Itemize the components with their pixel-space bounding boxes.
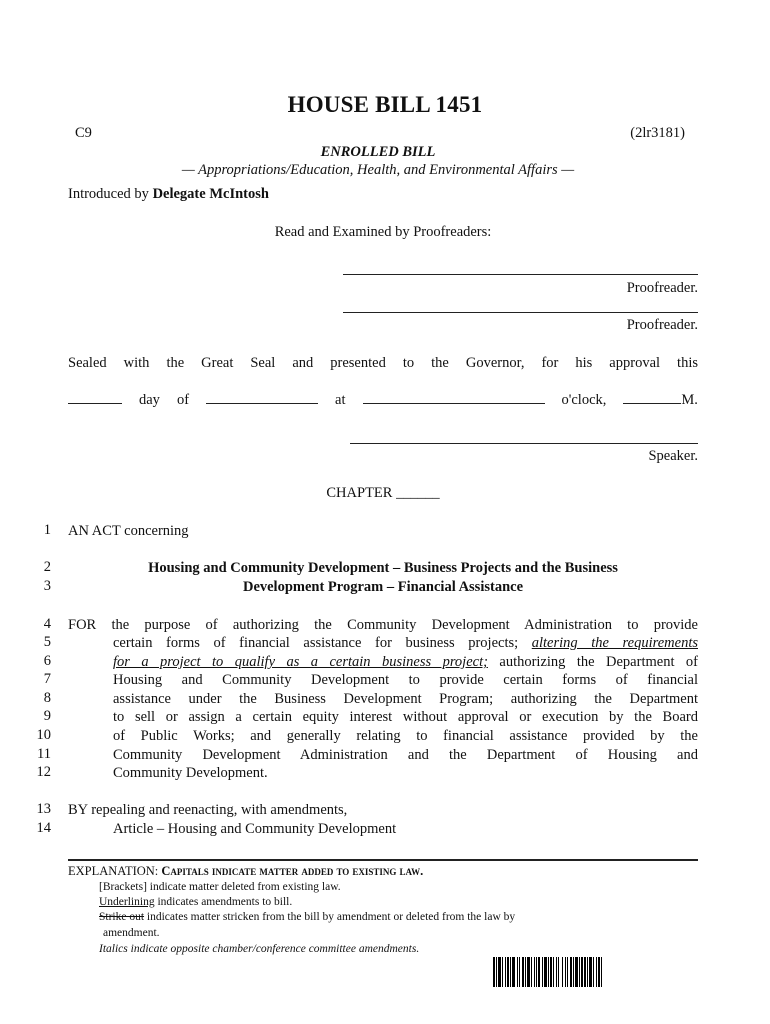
barcode-bar — [596, 957, 597, 987]
barcode-bar — [601, 957, 602, 987]
bill-subject-line-2: Development Program – Financial Assistance — [242, 579, 524, 595]
of-word: of — [176, 392, 190, 408]
barcode-bar — [553, 957, 554, 987]
purpose-line: Community Development. — [113, 765, 268, 781]
purpose-line: assistance under the Business Development Program; authorizing the Department — [113, 691, 698, 707]
proofreader-signature-line-1 — [343, 274, 698, 275]
purpose-text: certain forms of financial assistance for business projects; — [113, 635, 532, 651]
proofreader-label-2: Proofreader. — [626, 317, 698, 333]
barcode-bar — [527, 957, 530, 987]
footer-rule — [68, 859, 698, 861]
line-number: 2 — [43, 559, 51, 575]
line-number: 12 — [36, 764, 51, 780]
at-word: at — [335, 392, 346, 408]
explanation-line — [68, 864, 423, 880]
barcode-bar — [510, 957, 511, 987]
barcode-bar — [496, 957, 497, 987]
barcode-bar — [584, 957, 586, 987]
strike-text: indicates matter stricken from the bill by amendment or deleted from the law by — [144, 911, 516, 923]
barcode-bar — [538, 957, 540, 987]
barcode-bar — [573, 957, 574, 987]
barcode-bar — [589, 957, 592, 987]
barcode-bar — [531, 957, 532, 987]
speaker-label: Speaker. — [648, 448, 698, 464]
barcode-bar — [567, 957, 568, 987]
explanation-label: EXPLANATION: — [68, 864, 162, 878]
purpose-line: of Public Works; and generally relating to financial assistance provided by the — [113, 728, 698, 744]
underlining-text: indicates amendments to bill. — [154, 896, 293, 908]
barcode-bar — [536, 957, 537, 987]
proofreader-label-1: Proofreader. — [626, 280, 698, 296]
purpose-line — [113, 634, 698, 653]
barcode-bar — [512, 957, 515, 987]
brackets-text: indicate matter deleted from existing law. — [146, 881, 341, 893]
line-number: 5 — [43, 634, 51, 650]
barcode-bar — [505, 957, 506, 987]
purpose-line: FOR the purpose of authorizing the Community Development Administration to provide — [68, 617, 698, 633]
barcode-bar — [587, 957, 588, 987]
barcode-bar — [575, 957, 578, 987]
barcode-bar — [534, 957, 535, 987]
barcode-bar — [579, 957, 580, 987]
month-blank — [206, 391, 318, 404]
meridiem-blank — [623, 391, 681, 404]
day-blank — [68, 391, 122, 404]
barcode-bar — [493, 957, 495, 987]
barcode-bar — [593, 957, 594, 987]
barcode-bar — [544, 957, 547, 987]
sponsor-name: Delegate McIntosh — [152, 186, 269, 202]
speaker-signature-line — [350, 443, 698, 444]
barcode-bar — [562, 957, 563, 987]
enrolled-bill-label: ENROLLED BILL — [320, 144, 436, 160]
capitals-note: Capitals indicate matter added to existing law. — [161, 864, 424, 878]
chapter-line: CHAPTER ______ — [326, 485, 440, 501]
barcode-bar — [517, 957, 518, 987]
purpose-text: authorizing the Department of — [487, 654, 698, 670]
barcode-bar — [548, 957, 549, 987]
purpose-line: to sell or assign a certain equity interest without approval or execution by the Board — [113, 709, 698, 725]
strike-note — [99, 910, 515, 926]
line-number: 1 — [43, 522, 51, 538]
strike-word: Strike out — [99, 911, 145, 923]
amendment-text: altering the requirements — [531, 635, 698, 651]
brackets-word: [Brackets] — [99, 881, 147, 893]
introduced-by — [68, 185, 269, 204]
barcode-bar — [550, 957, 552, 987]
proofreader-signature-line-2 — [343, 312, 698, 313]
amendment-text: for a project to qualify as a certain business project; — [113, 654, 488, 670]
line-number: 14 — [36, 820, 51, 836]
line-number: 13 — [36, 801, 51, 817]
bill-title: HOUSE BILL 1451 — [287, 92, 483, 117]
introduced-prefix: Introduced by — [68, 186, 153, 202]
barcode-bar — [598, 957, 600, 987]
oclock-word: o'clock, — [561, 392, 607, 408]
barcode-bar — [558, 957, 559, 987]
bill-subject-line-1: Housing and Community Development – Business Projects and the Business — [148, 560, 618, 576]
by-repealing-line: BY repealing and reenacting, with amendments, — [68, 802, 348, 818]
line-number: 4 — [43, 616, 51, 632]
barcode-bar — [556, 957, 557, 987]
committee-line: — Appropriations/Education, Health, and Environmental Affairs — — [181, 162, 575, 178]
sealed-date-line — [68, 391, 698, 410]
barcode-bar — [542, 957, 543, 987]
underlining-note — [99, 895, 292, 911]
italics-note: Italics indicate opposite chamber/conference committee amendments. — [99, 943, 420, 955]
proofreaders-heading: Read and Examined by Proofreaders: — [274, 224, 492, 240]
meridiem-field — [623, 391, 698, 410]
strike-note-continued: amendment. — [103, 927, 160, 939]
barcode-bar — [507, 957, 509, 987]
draft-number: (2lr3181) — [630, 125, 685, 141]
line-number: 9 — [43, 708, 51, 724]
barcode-bar — [565, 957, 566, 987]
purpose-line: Housing and Community Development to provide certain forms of financial — [113, 672, 698, 688]
barcode-image — [493, 957, 679, 987]
barcode-bar — [498, 957, 501, 987]
day-word: day — [139, 392, 160, 408]
act-concerning: AN ACT concerning — [68, 523, 189, 539]
barcode-bar — [502, 957, 503, 987]
line-number: 3 — [43, 578, 51, 594]
line-number: 11 — [37, 746, 51, 762]
underlining-word: Underlining — [99, 896, 155, 908]
subject-code: C9 — [75, 125, 92, 141]
line-number: 10 — [36, 727, 51, 743]
barcode-bar — [525, 957, 526, 987]
line-number: 7 — [43, 671, 51, 687]
brackets-note — [99, 880, 341, 896]
meridiem-label: M. — [681, 392, 698, 408]
barcode-bar — [522, 957, 524, 987]
purpose-line — [113, 653, 698, 672]
purpose-line: Community Development Administration and the Department of Housing and — [113, 747, 698, 763]
article-line: Article – Housing and Community Development — [113, 821, 397, 837]
line-number: 6 — [43, 653, 51, 669]
barcode-bar — [519, 957, 520, 987]
barcode-bar — [570, 957, 572, 987]
barcode-bar — [581, 957, 583, 987]
sealed-statement: Sealed with the Great Seal and presented to the Governor, for his approval this — [68, 355, 698, 371]
time-blank — [363, 391, 545, 404]
line-number: 8 — [43, 690, 51, 706]
